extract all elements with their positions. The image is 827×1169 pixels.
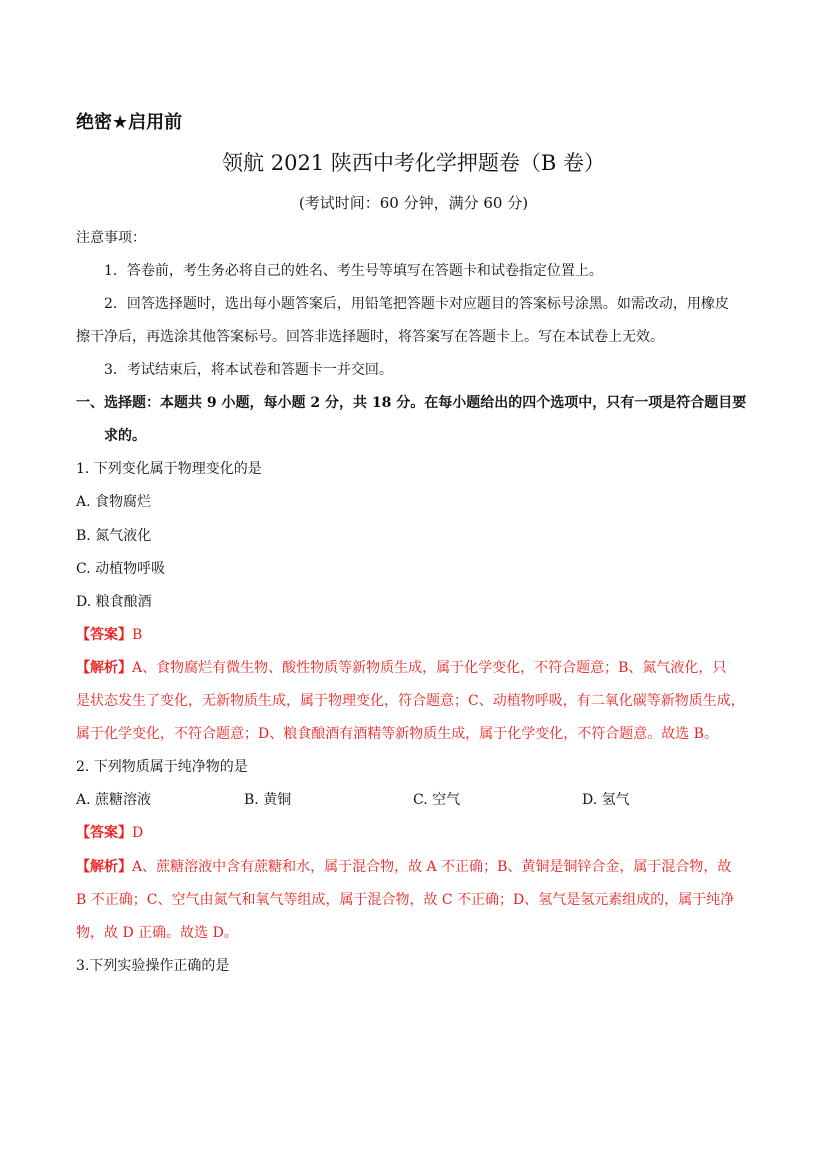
section1-heading-line-1: 一、选择题：本题共 9 小题，每小题 2 分，共 18 分。在每小题给出的四个选项中，只有一项是符合题目要 bbox=[76, 395, 747, 411]
q1-option-a: A. 食物腐烂 bbox=[76, 494, 152, 510]
exam-subtitle: (考试时间：60 分钟，满分 60 分) bbox=[298, 194, 529, 212]
section1-heading-line-2: 求的。 bbox=[104, 428, 146, 444]
q1-analysis-line-3: 属于化学变化，不符合题意；D、粮食酿酒有酒精等新物质生成，属于化学变化，不符合题意。故选 B。 bbox=[76, 726, 718, 742]
note-item-3: 3．考试结束后，将本试卷和答题卡一并交回。 bbox=[104, 362, 393, 378]
q1-option-d: D. 粮食酿酒 bbox=[76, 594, 152, 610]
q2-answer bbox=[76, 823, 143, 843]
q1-stem: 1. 下列变化属于物理变化的是 bbox=[76, 461, 262, 477]
q2-answer-value: D bbox=[132, 825, 144, 841]
q2-answer-label: 【答案】 bbox=[76, 825, 132, 841]
q1-analysis-line-1 bbox=[76, 658, 726, 678]
q2-stem: 2. 下列物质属于纯净物的是 bbox=[76, 759, 248, 775]
q1-option-b: B. 氮气液化 bbox=[76, 528, 152, 544]
exam-title: 领航 2021 陕西中考化学押题卷（B 卷） bbox=[222, 151, 605, 175]
q2-option-a: A. 蔗糖溶液 bbox=[76, 792, 152, 808]
q2-option-d: D. 氢气 bbox=[582, 792, 630, 808]
q1-answer bbox=[76, 625, 142, 645]
notes-heading: 注意事项： bbox=[76, 230, 146, 246]
q2-options-row bbox=[76, 790, 756, 810]
q3-stem: 3.下列实验操作正确的是 bbox=[76, 958, 230, 974]
note-item-2-line-1: 2．回答选择题时，选出每小题答案后，用铅笔把答题卡对应题目的答案标号涂黑。如需改动，用橡皮 bbox=[104, 296, 729, 312]
q1-analysis-text-1: A、食物腐烂有微生物、酸性物质等新物质生成，属于化学变化，不符合题意；B、氮气液化，只 bbox=[132, 660, 727, 676]
q2-analysis-line-1 bbox=[76, 857, 731, 877]
q2-option-c: C. 空气 bbox=[413, 792, 461, 808]
q2-analysis-text-1: A、蔗糖溶液中含有蔗糖和水，属于混合物，故 A 不正确；B、黄铜是铜锌合金，属于混合物，故 bbox=[132, 859, 732, 875]
note-item-1: 1．答卷前，考生务必将自己的姓名、考生号等填写在答题卡和试卷指定位置上。 bbox=[104, 263, 603, 279]
q2-option-b: B. 黄铜 bbox=[244, 792, 292, 808]
note-item-2-line-2: 擦干净后，再选涂其他答案标号。回答非选择题时，将答案写在答题卡上。写在本试卷上无效。 bbox=[76, 329, 664, 345]
q2-analysis-line-2: B 不正确；C、空气由氮气和氧气等组成，属于混合物，故 C 不正确；D、氢气是氢元素组成的，属于纯净 bbox=[76, 892, 735, 908]
q1-answer-value: B bbox=[132, 627, 143, 643]
q1-analysis-label: 【解析】 bbox=[76, 660, 132, 676]
q1-analysis-line-2: 是状态发生了变化，无新物质生成，属于物理变化，符合题意；C、动植物呼吸，有二氧化碳等新物质生成， bbox=[76, 693, 745, 709]
q1-option-c: C. 动植物呼吸 bbox=[76, 561, 166, 577]
secret-label: 绝密★启用前 bbox=[76, 112, 183, 133]
q2-analysis-label: 【解析】 bbox=[76, 859, 132, 875]
q2-analysis-line-3: 物，故 D 正确。故选 D。 bbox=[76, 925, 238, 941]
q1-answer-label: 【答案】 bbox=[76, 627, 132, 643]
